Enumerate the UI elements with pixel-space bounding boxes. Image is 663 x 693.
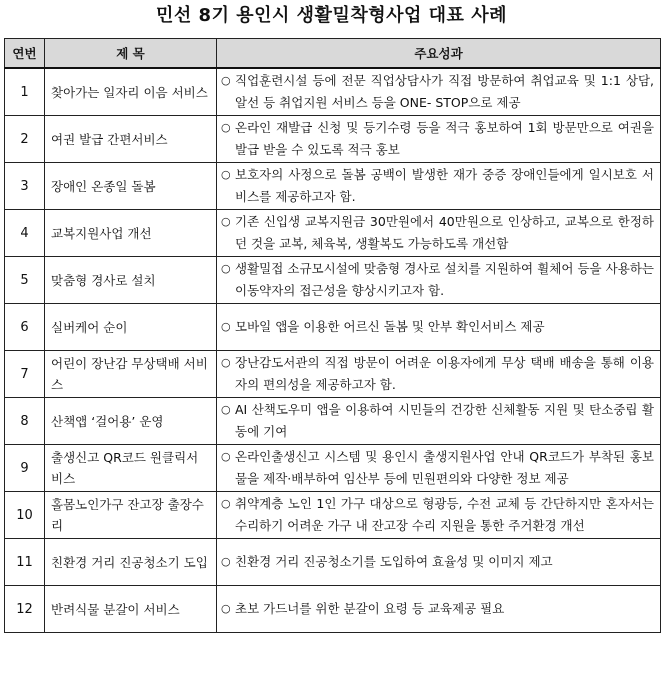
result-text: 장난감도서관의 직접 방문이 어려운 이용자에게 무상 택배 배송을 통해 이용자의 편의성을 제공하고자 함. xyxy=(235,355,654,392)
table-row xyxy=(5,68,661,116)
program-title: 여권 발급 간편서비스 xyxy=(45,116,217,163)
bullet-icon: ○ xyxy=(221,450,231,463)
table-header-row xyxy=(5,39,661,69)
result-text: 생활밀접 소규모시설에 맞춤형 경사로 설치를 지원하여 휠체어 등을 사용하는 이동약자의 접근성을 향상시키고자 함. xyxy=(235,261,654,298)
program-title: 교복지원사업 개선 xyxy=(45,210,217,257)
result-text: 초보 가드너를 위한 분갈이 요령 등 교육제공 필요 xyxy=(235,601,505,616)
table-row xyxy=(5,445,661,492)
program-title: 친환경 거리 진공청소기 도입 xyxy=(45,539,217,586)
result-cell xyxy=(217,304,661,351)
result-text: 모바일 앱을 이용한 어르신 돌봄 및 안부 확인서비스 제공 xyxy=(235,319,545,334)
result-cell xyxy=(217,68,661,116)
program-title: 실버케어 순이 xyxy=(45,304,217,351)
result-text: 온라인 재발급 신청 및 등기수령 등을 적극 홍보하여 1회 방문만으로 여권을 발급 받을 수 있도록 적극 홍보 xyxy=(235,120,654,157)
row-number: 2 xyxy=(5,116,45,163)
row-number: 5 xyxy=(5,257,45,304)
bullet-icon: ○ xyxy=(221,215,231,228)
program-title: 찾아가는 일자리 이음 서비스 xyxy=(45,68,217,116)
result-cell xyxy=(217,445,661,492)
result-cell xyxy=(217,163,661,210)
result-text: 취약계층 노인 1인 가구 대상으로 형광등, 수전 교체 등 간단하지만 혼자서는 수리하기 어려운 가구 내 잔고장 수리 지원을 통한 주거환경 개선 xyxy=(235,496,654,533)
row-number: 8 xyxy=(5,398,45,445)
row-number: 10 xyxy=(5,492,45,539)
table-row xyxy=(5,163,661,210)
result-cell xyxy=(217,257,661,304)
result-text: 직업훈련시설 등에 전문 직업상담사가 직접 방문하여 취업교육 및 1:1 상담, 알선 등 취업지원 서비스 등을 ONE- STOP으로 제공 xyxy=(235,73,654,110)
page-title: 민선 8기 용인시 생활밀착형사업 대표 사례 xyxy=(156,5,507,26)
bullet-icon: ○ xyxy=(221,403,231,416)
result-text: 친환경 거리 진공청소기를 도입하여 효율성 및 이미지 제고 xyxy=(235,554,553,569)
row-number: 9 xyxy=(5,445,45,492)
bullet-icon: ○ xyxy=(221,602,231,615)
result-text: 보호자의 사정으로 돌봄 공백이 발생한 재가 중증 장애인들에게 일시보호 서비스를 제공하고자 함. xyxy=(235,167,654,204)
result-text: AI 산책도우미 앱을 이용하여 시민들의 건강한 신체활동 지원 및 탄소중립 활동에 기여 xyxy=(235,402,654,439)
table-row xyxy=(5,304,661,351)
table-row xyxy=(5,210,661,257)
table-row xyxy=(5,351,661,398)
cases-table xyxy=(4,38,661,633)
bullet-icon: ○ xyxy=(221,168,231,181)
program-title: 반려식물 분갈이 서비스 xyxy=(45,586,217,633)
table-row xyxy=(5,116,661,163)
header-program: 제 목 xyxy=(45,39,217,69)
row-number: 4 xyxy=(5,210,45,257)
row-number: 11 xyxy=(5,539,45,586)
row-number: 6 xyxy=(5,304,45,351)
result-cell xyxy=(217,210,661,257)
program-title: 산책앱 ‘걸어용’ 운영 xyxy=(45,398,217,445)
result-cell xyxy=(217,539,661,586)
program-title: 홀몸노인가구 잔고장 출장수리 xyxy=(45,492,217,539)
result-cell xyxy=(217,586,661,633)
program-title: 어린이 장난감 무상택배 서비스 xyxy=(45,351,217,398)
bullet-icon: ○ xyxy=(221,497,231,510)
row-number: 3 xyxy=(5,163,45,210)
result-cell xyxy=(217,116,661,163)
table-row xyxy=(5,539,661,586)
result-cell xyxy=(217,398,661,445)
result-text: 온라인출생신고 시스템 및 용인시 출생지원사업 안내 QR코드가 부착된 홍보물을 제작·배부하여 임산부 등에 민원편의와 다양한 정보 제공 xyxy=(235,449,654,486)
bullet-icon: ○ xyxy=(221,320,231,333)
bullet-icon: ○ xyxy=(221,262,231,275)
result-cell xyxy=(217,492,661,539)
bullet-icon: ○ xyxy=(221,74,231,87)
bullet-icon: ○ xyxy=(221,121,231,134)
result-cell xyxy=(217,351,661,398)
row-number: 7 xyxy=(5,351,45,398)
bullet-icon: ○ xyxy=(221,356,231,369)
result-text: 기존 신입생 교복지원금 30만원에서 40만원으로 인상하고, 교복으로 한정하던 것을 교복, 체육복, 생활복도 가능하도록 개선함 xyxy=(235,214,654,251)
program-title: 출생신고 QR코드 원클릭서비스 xyxy=(45,445,217,492)
bullet-icon: ○ xyxy=(221,555,231,568)
program-title: 장애인 온종일 돌봄 xyxy=(45,163,217,210)
table-row xyxy=(5,492,661,539)
table-row xyxy=(5,586,661,633)
row-number: 12 xyxy=(5,586,45,633)
header-no: 연번 xyxy=(5,39,45,69)
program-title: 맞춤형 경사로 설치 xyxy=(45,257,217,304)
table-row xyxy=(5,257,661,304)
row-number: 1 xyxy=(5,68,45,116)
header-result: 주요성과 xyxy=(217,39,661,69)
table-row xyxy=(5,398,661,445)
